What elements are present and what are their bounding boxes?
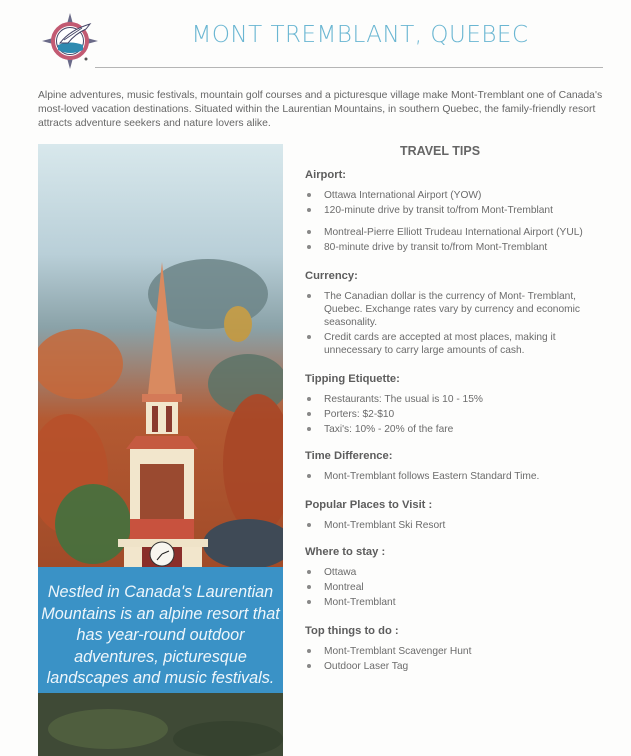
list-item — [305, 519, 615, 532]
list-item-text: Montreal-Pierre Elliott Trudeau International Airport (YUL) — [324, 227, 583, 238]
bullet-icon — [307, 335, 311, 339]
list-item-text: 80-minute drive by transit to/from Mont-Tremblant — [324, 242, 548, 253]
tip-section-heading: Airport: — [305, 169, 347, 181]
page-title: MONT TREMBLANT, QUEBEC — [191, 22, 529, 48]
bullet-icon — [307, 664, 311, 668]
list-item — [305, 645, 615, 658]
list-item — [305, 393, 615, 406]
tip-section — [305, 499, 615, 532]
list-item-text: Credit cards are accepted at most places, making it unnecessary to carry large amounts of cash. — [324, 332, 556, 356]
list-item — [305, 566, 615, 579]
list-item-text: Montreal — [324, 582, 364, 593]
bullet-icon — [307, 427, 311, 431]
list-item — [305, 423, 615, 436]
bullet-icon — [307, 193, 311, 197]
list-item — [305, 470, 615, 483]
tip-section — [305, 546, 615, 609]
bullet-icon — [307, 585, 311, 589]
tip-section — [305, 625, 615, 673]
tip-section-heading: Top things to do : — [305, 625, 399, 637]
tip-list — [305, 290, 615, 357]
bullet-icon — [307, 294, 311, 298]
list-item-text: The Canadian dollar is the currency of Mont- Tremblant, Quebec. Exchange rates vary by currency and economic seasonality. — [324, 291, 580, 328]
bullet-icon — [307, 208, 311, 212]
tip-section — [305, 270, 615, 357]
intro-paragraph: Alpine adventures, music festivals, mountain golf courses and a picturesque village make Mont-Tremblant one of Canada's most-loved vacation destinations. Situated within the Laurentian Mountains, in southern Quebec, the family-friendly resort attracts adventure seekers and nature lovers alike. — [38, 90, 603, 129]
tip-section — [305, 450, 615, 483]
tip-section — [305, 373, 615, 436]
cruise-ship-compass-logo-icon — [40, 12, 100, 70]
list-item-text: Ottawa — [324, 567, 357, 578]
bullet-icon — [307, 600, 311, 604]
list-item — [305, 660, 615, 673]
tip-list — [305, 519, 615, 532]
list-item — [305, 204, 615, 217]
list-item-text: Mont-Tremblant Scavenger Hunt — [324, 646, 472, 657]
list-item — [305, 226, 615, 239]
bullet-icon — [307, 474, 311, 478]
list-gap — [305, 219, 615, 226]
list-item — [305, 189, 615, 202]
list-item-text: Mont-Tremblant Ski Resort — [324, 520, 446, 531]
list-item-text: Mont-Tremblant — [324, 597, 396, 608]
photo-caption: Nestled in Canada's Laurentian Mountains is an alpine resort that has year-round outdoor adventures, picturesque landscapes and music festivals. — [38, 567, 283, 693]
bullet-icon — [307, 523, 311, 527]
bullet-icon — [307, 397, 311, 401]
tip-list — [305, 226, 615, 254]
list-item-text: Porters: $2-$10 — [324, 409, 395, 420]
travel-tips — [305, 144, 615, 675]
list-item — [305, 290, 615, 329]
tip-section-heading: Where to stay : — [305, 546, 386, 558]
travel-tips-title: TRAVEL TIPS — [399, 144, 481, 158]
bullet-icon — [307, 570, 311, 574]
list-item-text: Mont-Tremblant follows Eastern Standard Time. — [324, 471, 540, 482]
tip-list — [305, 393, 615, 436]
tip-section-heading: Currency: — [305, 270, 358, 282]
tip-section-heading: Tipping Etiquette: — [305, 373, 400, 385]
tip-section-heading: Time Difference: — [305, 450, 393, 462]
bullet-icon — [307, 245, 311, 249]
bullet-icon — [307, 649, 311, 653]
list-item — [305, 596, 615, 609]
tip-section-heading: Popular Places to Visit : — [305, 499, 433, 511]
bullet-icon — [307, 230, 311, 234]
list-item-text: Ottawa International Airport (YOW) — [324, 190, 482, 201]
tip-section — [305, 169, 615, 254]
travel-tips-sections — [305, 169, 615, 673]
list-item — [305, 581, 615, 594]
list-item — [305, 408, 615, 421]
tip-list — [305, 189, 615, 217]
title-divider — [95, 67, 603, 68]
list-item-text: Taxi's: 10% - 20% of the fare — [324, 424, 454, 435]
bullet-icon — [307, 412, 311, 416]
list-item-text: Outdoor Laser Tag — [324, 661, 409, 672]
tip-list — [305, 645, 615, 673]
tip-list — [305, 566, 615, 609]
tip-list — [305, 470, 615, 483]
list-item-text: 120-minute drive by transit to/from Mont-Tremblant — [324, 205, 553, 216]
list-item-text: Restaurants: The usual is 10 - 15% — [324, 394, 483, 405]
list-item — [305, 241, 615, 254]
list-item — [305, 331, 615, 357]
